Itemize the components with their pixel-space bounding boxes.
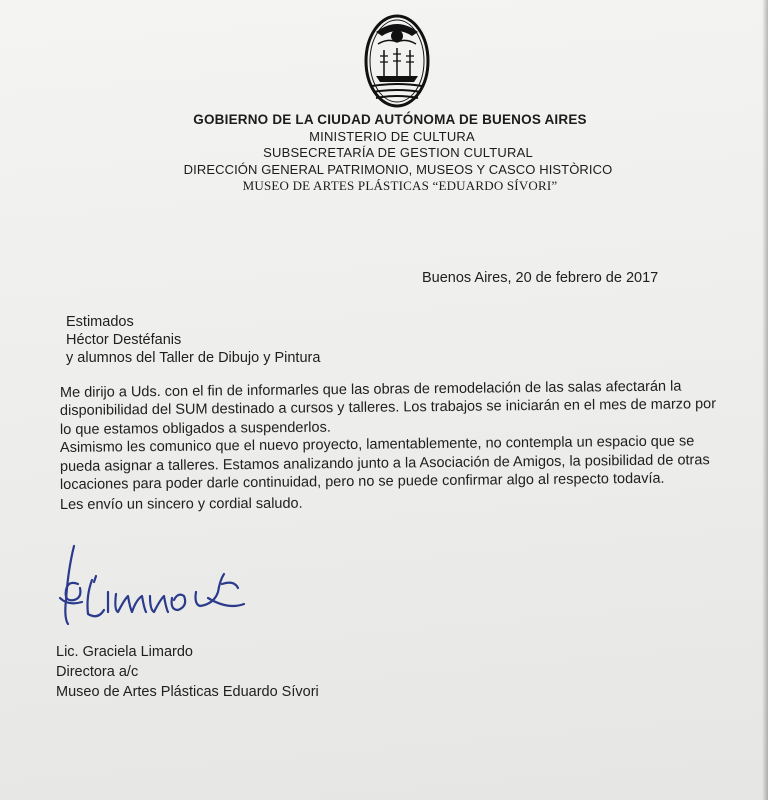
government-heading: GOBIERNO DE LA CIUDAD AUTÓNOMA DE BUENOS AIRES <box>193 112 587 127</box>
subsecretary-heading: SUBSECRETARÍA DE GESTION CULTURAL <box>263 145 533 160</box>
recipient-name: Héctor Destéfanis <box>66 332 182 348</box>
ministry-heading: MINISTERIO DE CULTURA <box>309 129 475 144</box>
letter-date: Buenos Aires, 20 de febrero de 2017 <box>422 270 659 286</box>
city-seal-icon <box>364 14 430 108</box>
signatory-name: Lic. Graciela Limardo <box>56 644 193 660</box>
closing-line: Les envío un sincero y cordial saludo. <box>59 495 303 513</box>
body-line: pueda asignar a talleres. Estamos analizando junto a la Asociación de Amigos, la posibilidad de otras <box>59 452 710 475</box>
signatory-institution: Museo de Artes Plásticas Eduardo Sívori <box>56 684 319 700</box>
body-line: disponibilidad del SUM destinado a cursos y talleres. Los trabajos se iniciarán en el mes de marzo por <box>59 396 717 419</box>
salutation-line: Estimados <box>66 314 134 330</box>
body-line: lo que estamos obligados a suspenderlos. <box>59 419 331 438</box>
body-line: Me dirijo a Uds. con el fin de informarles que las obras de remodelación de las salas afectarán la <box>59 378 682 401</box>
page-edge-shadow <box>762 0 768 800</box>
recipient-group: y alumnos del Taller de Dibujo y Pintura <box>66 350 321 366</box>
directorate-heading: DIRECCIÓN GENERAL PATRIMONIO, MUSEOS Y CASCO HISTÒRICO <box>183 162 613 177</box>
body-line: locaciones para poder darle continuidad, pero no se puede confirmar algo al respecto todavía. <box>59 470 665 493</box>
body-line: Asimismo les comunico que el nuevo proyecto, lamentablemente, no contempla un espacio que se <box>59 433 695 456</box>
signatory-title: Directora a/c <box>56 664 139 680</box>
museum-heading: MUSEO DE ARTES PLÁSTICAS “EDUARDO SÍVORI” <box>242 178 558 193</box>
